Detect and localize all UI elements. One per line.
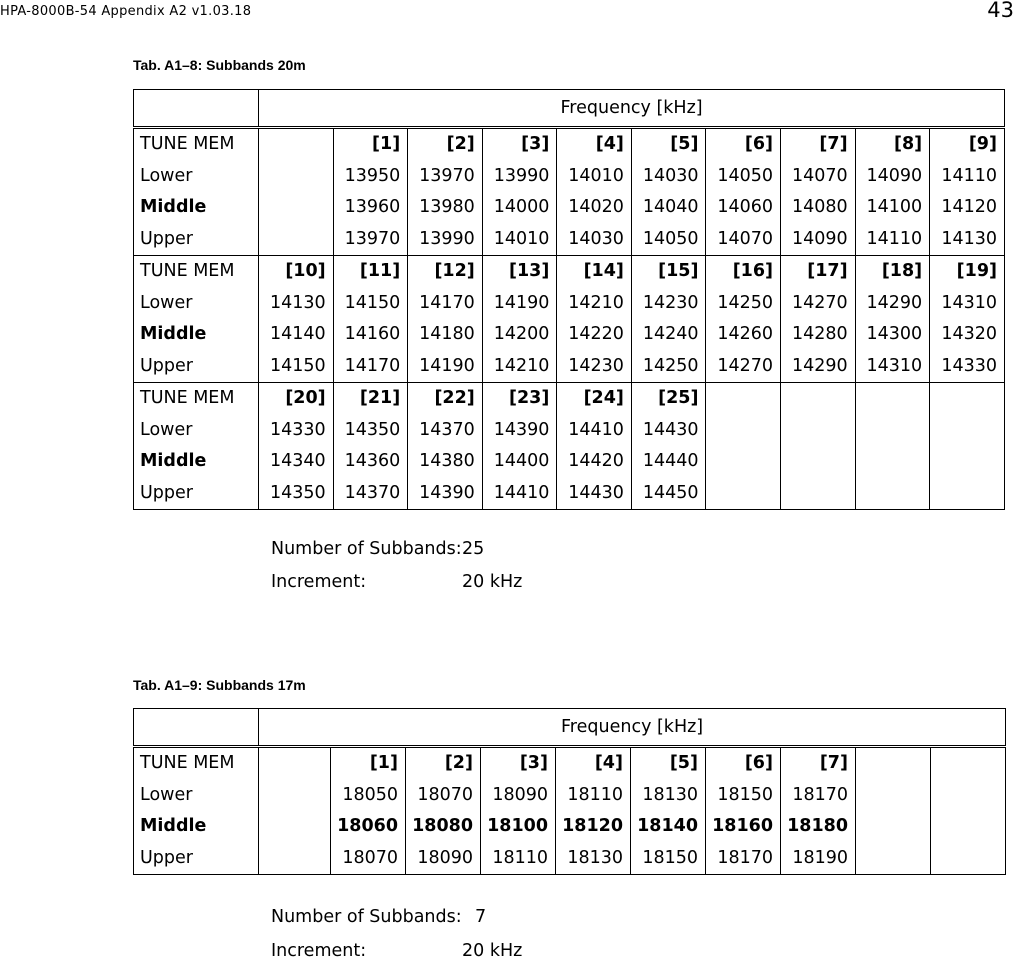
subband-count-value: 7 bbox=[475, 907, 487, 927]
row-label-tunemem: TUNE MEM bbox=[134, 383, 259, 415]
cell-upper: 14390 bbox=[408, 478, 483, 510]
cell-middle: 18060 bbox=[331, 811, 406, 843]
cell-tunemem: [7] bbox=[781, 128, 856, 161]
cell-lower bbox=[706, 415, 781, 447]
cell-lower: 13970 bbox=[408, 161, 483, 193]
cell-middle: 18100 bbox=[481, 811, 556, 843]
cell-lower: 13990 bbox=[482, 161, 557, 193]
cell-tunemem: [13] bbox=[482, 256, 557, 288]
cell-lower: 14270 bbox=[781, 288, 856, 320]
row-label-middle: Middle bbox=[134, 319, 259, 351]
cell-upper: 14070 bbox=[706, 224, 781, 256]
cell-tunemem bbox=[931, 747, 1006, 780]
cell-lower: 14310 bbox=[930, 288, 1005, 320]
cell-middle: 14300 bbox=[855, 319, 930, 351]
table-row bbox=[134, 478, 1005, 510]
cell-upper bbox=[931, 843, 1006, 875]
page-number: 43 bbox=[987, 0, 1014, 22]
cell-tunemem: [21] bbox=[333, 383, 408, 415]
cell-lower: 14130 bbox=[259, 288, 334, 320]
cell-upper: 14250 bbox=[631, 351, 706, 383]
cell-upper: 14010 bbox=[482, 224, 557, 256]
table-row bbox=[134, 747, 1006, 780]
cell-tunemem: [10] bbox=[259, 256, 334, 288]
cell-middle: 14280 bbox=[781, 319, 856, 351]
cell-lower: 14010 bbox=[557, 161, 632, 193]
cell-lower: 14430 bbox=[631, 415, 706, 447]
row-label-upper: Upper bbox=[134, 843, 259, 875]
cell-lower: 14410 bbox=[557, 415, 632, 447]
cell-upper: 18190 bbox=[781, 843, 856, 875]
cell-lower: 14090 bbox=[855, 161, 930, 193]
increment-20m bbox=[271, 572, 523, 592]
cell-middle bbox=[259, 811, 331, 843]
cell-upper: 14270 bbox=[706, 351, 781, 383]
subband-count-17m bbox=[271, 907, 487, 927]
cell-upper: 14130 bbox=[930, 224, 1005, 256]
cell-tunemem: [23] bbox=[482, 383, 557, 415]
cell-middle bbox=[706, 446, 781, 478]
cell-middle: 18180 bbox=[781, 811, 856, 843]
row-label-middle: Middle bbox=[134, 192, 259, 224]
cell-middle: 14260 bbox=[706, 319, 781, 351]
cell-middle bbox=[259, 192, 334, 224]
cell-upper: 13970 bbox=[333, 224, 408, 256]
cell-lower: 18070 bbox=[406, 780, 481, 812]
cell-lower: 14230 bbox=[631, 288, 706, 320]
cell-middle: 14320 bbox=[930, 319, 1005, 351]
cell-middle: 18080 bbox=[406, 811, 481, 843]
cell-middle: 14100 bbox=[855, 192, 930, 224]
table-row bbox=[134, 415, 1005, 447]
cell-middle: 14220 bbox=[557, 319, 632, 351]
header-empty-cell bbox=[134, 709, 259, 747]
cell-upper: 14430 bbox=[557, 478, 632, 510]
row-label-middle: Middle bbox=[134, 811, 259, 843]
table-row bbox=[134, 192, 1005, 224]
cell-lower: 18130 bbox=[631, 780, 706, 812]
cell-tunemem: [18] bbox=[855, 256, 930, 288]
subband-count-value: 25 bbox=[462, 539, 485, 559]
cell-tunemem: [1] bbox=[333, 128, 408, 161]
cell-upper bbox=[856, 843, 931, 875]
table-row bbox=[134, 351, 1005, 383]
cell-tunemem: [22] bbox=[408, 383, 483, 415]
row-label-upper: Upper bbox=[134, 478, 259, 510]
row-label-upper: Upper bbox=[134, 351, 259, 383]
cell-middle: 14120 bbox=[930, 192, 1005, 224]
cell-upper bbox=[930, 478, 1005, 510]
increment-label: Increment: bbox=[271, 572, 367, 592]
cell-tunemem: [17] bbox=[781, 256, 856, 288]
cell-upper: 14370 bbox=[333, 478, 408, 510]
cell-upper: 14450 bbox=[631, 478, 706, 510]
cell-middle: 18160 bbox=[706, 811, 781, 843]
cell-lower: 14350 bbox=[333, 415, 408, 447]
cell-upper: 14330 bbox=[930, 351, 1005, 383]
cell-upper bbox=[259, 224, 334, 256]
increment-17m bbox=[271, 941, 523, 961]
cell-upper: 14050 bbox=[631, 224, 706, 256]
cell-middle: 18120 bbox=[556, 811, 631, 843]
cell-lower bbox=[931, 780, 1006, 812]
row-label-upper: Upper bbox=[134, 224, 259, 256]
cell-upper: 18090 bbox=[406, 843, 481, 875]
cell-tunemem: [25] bbox=[631, 383, 706, 415]
cell-tunemem: [6] bbox=[706, 128, 781, 161]
table-row bbox=[134, 446, 1005, 478]
cell-middle: 14340 bbox=[259, 446, 334, 478]
cell-upper: 14090 bbox=[781, 224, 856, 256]
cell-middle: 13980 bbox=[408, 192, 483, 224]
cell-middle bbox=[931, 811, 1006, 843]
cell-upper: 18130 bbox=[556, 843, 631, 875]
table-row bbox=[134, 780, 1006, 812]
table-row bbox=[134, 288, 1005, 320]
table-row bbox=[134, 811, 1006, 843]
cell-lower: 14210 bbox=[557, 288, 632, 320]
subband-count-20m bbox=[271, 539, 485, 559]
cell-middle: 14000 bbox=[482, 192, 557, 224]
cell-middle: 14240 bbox=[631, 319, 706, 351]
cell-lower: 14390 bbox=[482, 415, 557, 447]
row-label-lower: Lower bbox=[134, 288, 259, 320]
row-label-tunemem: TUNE MEM bbox=[134, 256, 259, 288]
cell-tunemem: [6] bbox=[706, 747, 781, 780]
increment-label: Increment: bbox=[271, 941, 367, 961]
frequency-header: Frequency [kHz] bbox=[259, 709, 1006, 747]
cell-tunemem: [8] bbox=[855, 128, 930, 161]
cell-upper: 14030 bbox=[557, 224, 632, 256]
table-row bbox=[134, 383, 1005, 415]
frequency-header: Frequency [kHz] bbox=[259, 90, 1005, 128]
cell-tunemem: [9] bbox=[930, 128, 1005, 161]
table-row bbox=[134, 256, 1005, 288]
cell-upper bbox=[259, 843, 331, 875]
row-label-tunemem: TUNE MEM bbox=[134, 128, 259, 161]
cell-lower: 18050 bbox=[331, 780, 406, 812]
cell-tunemem: [7] bbox=[781, 747, 856, 780]
cell-upper: 14190 bbox=[408, 351, 483, 383]
cell-lower bbox=[259, 161, 334, 193]
cell-middle: 14040 bbox=[631, 192, 706, 224]
increment-value: 20 kHz bbox=[462, 941, 523, 961]
cell-middle: 14160 bbox=[333, 319, 408, 351]
cell-tunemem: [4] bbox=[556, 747, 631, 780]
cell-lower: 14190 bbox=[482, 288, 557, 320]
subband-count-label: Number of Subbands: bbox=[271, 539, 462, 559]
cell-lower bbox=[930, 415, 1005, 447]
cell-lower: 18170 bbox=[781, 780, 856, 812]
cell-middle bbox=[856, 811, 931, 843]
cell-upper bbox=[855, 478, 930, 510]
cell-middle: 14440 bbox=[631, 446, 706, 478]
cell-upper: 18110 bbox=[481, 843, 556, 875]
cell-tunemem bbox=[855, 383, 930, 415]
table-17m-caption: Tab. A1–9: Subbands 17m bbox=[133, 677, 306, 693]
cell-tunemem: [5] bbox=[631, 128, 706, 161]
cell-tunemem bbox=[259, 747, 331, 780]
cell-lower: 14250 bbox=[706, 288, 781, 320]
cell-middle: 13960 bbox=[333, 192, 408, 224]
cell-tunemem: [4] bbox=[557, 128, 632, 161]
subbands-20m-table bbox=[133, 89, 1005, 510]
cell-upper: 18150 bbox=[631, 843, 706, 875]
cell-middle: 14200 bbox=[482, 319, 557, 351]
cell-tunemem: [20] bbox=[259, 383, 334, 415]
cell-lower: 14050 bbox=[706, 161, 781, 193]
cell-tunemem: [19] bbox=[930, 256, 1005, 288]
cell-middle: 14020 bbox=[557, 192, 632, 224]
cell-middle bbox=[930, 446, 1005, 478]
row-label-lower: Lower bbox=[134, 780, 259, 812]
cell-tunemem: [2] bbox=[406, 747, 481, 780]
cell-middle: 14080 bbox=[781, 192, 856, 224]
cell-upper: 14170 bbox=[333, 351, 408, 383]
table-row bbox=[134, 128, 1005, 161]
subband-count-label: Number of Subbands: bbox=[271, 907, 462, 927]
cell-upper: 14230 bbox=[557, 351, 632, 383]
table-row bbox=[134, 224, 1005, 256]
row-label-tunemem: TUNE MEM bbox=[134, 747, 259, 780]
cell-middle: 14060 bbox=[706, 192, 781, 224]
cell-lower: 14290 bbox=[855, 288, 930, 320]
cell-upper bbox=[706, 478, 781, 510]
row-label-lower: Lower bbox=[134, 415, 259, 447]
cell-lower bbox=[856, 780, 931, 812]
cell-upper: 14410 bbox=[482, 478, 557, 510]
cell-lower: 14070 bbox=[781, 161, 856, 193]
increment-value: 20 kHz bbox=[462, 572, 523, 592]
cell-tunemem: [11] bbox=[333, 256, 408, 288]
cell-middle: 14180 bbox=[408, 319, 483, 351]
table-row bbox=[134, 319, 1005, 351]
header-empty-cell bbox=[134, 90, 259, 128]
row-label-middle: Middle bbox=[134, 446, 259, 478]
cell-middle bbox=[781, 446, 856, 478]
cell-lower: 13950 bbox=[333, 161, 408, 193]
cell-middle: 14360 bbox=[333, 446, 408, 478]
cell-middle: 14380 bbox=[408, 446, 483, 478]
cell-upper: 14210 bbox=[482, 351, 557, 383]
cell-tunemem bbox=[781, 383, 856, 415]
cell-tunemem: [2] bbox=[408, 128, 483, 161]
cell-tunemem: [12] bbox=[408, 256, 483, 288]
cell-tunemem: [24] bbox=[557, 383, 632, 415]
cell-middle bbox=[855, 446, 930, 478]
cell-middle: 14140 bbox=[259, 319, 334, 351]
cell-middle: 18140 bbox=[631, 811, 706, 843]
cell-tunemem: [15] bbox=[631, 256, 706, 288]
cell-lower: 14330 bbox=[259, 415, 334, 447]
cell-upper: 13990 bbox=[408, 224, 483, 256]
table-20m-caption: Tab. A1–8: Subbands 20m bbox=[133, 57, 306, 73]
cell-lower bbox=[855, 415, 930, 447]
table-row bbox=[134, 843, 1006, 875]
cell-tunemem: [16] bbox=[706, 256, 781, 288]
cell-tunemem: [3] bbox=[481, 747, 556, 780]
cell-middle: 14420 bbox=[557, 446, 632, 478]
cell-upper bbox=[781, 478, 856, 510]
table-row bbox=[134, 161, 1005, 193]
cell-tunemem: [3] bbox=[482, 128, 557, 161]
cell-lower: 14170 bbox=[408, 288, 483, 320]
cell-lower bbox=[259, 780, 331, 812]
cell-tunemem bbox=[856, 747, 931, 780]
cell-upper: 14350 bbox=[259, 478, 334, 510]
document-header: HPA-8000B-54 Appendix A2 v1.03.18 bbox=[0, 4, 252, 19]
cell-upper: 14310 bbox=[855, 351, 930, 383]
cell-lower: 14030 bbox=[631, 161, 706, 193]
cell-tunemem: [1] bbox=[331, 747, 406, 780]
cell-tunemem bbox=[259, 128, 334, 161]
cell-tunemem bbox=[706, 383, 781, 415]
row-label-lower: Lower bbox=[134, 161, 259, 193]
cell-lower: 18150 bbox=[706, 780, 781, 812]
cell-upper: 18070 bbox=[331, 843, 406, 875]
cell-tunemem: [5] bbox=[631, 747, 706, 780]
cell-lower bbox=[781, 415, 856, 447]
cell-tunemem bbox=[930, 383, 1005, 415]
cell-lower: 14150 bbox=[333, 288, 408, 320]
subbands-17m-table bbox=[133, 708, 1006, 875]
cell-lower: 18110 bbox=[556, 780, 631, 812]
cell-upper: 18170 bbox=[706, 843, 781, 875]
cell-tunemem: [14] bbox=[557, 256, 632, 288]
cell-upper: 14150 bbox=[259, 351, 334, 383]
cell-upper: 14110 bbox=[855, 224, 930, 256]
cell-upper: 14290 bbox=[781, 351, 856, 383]
cell-middle: 14400 bbox=[482, 446, 557, 478]
cell-lower: 14110 bbox=[930, 161, 1005, 193]
cell-lower: 14370 bbox=[408, 415, 483, 447]
cell-lower: 18090 bbox=[481, 780, 556, 812]
